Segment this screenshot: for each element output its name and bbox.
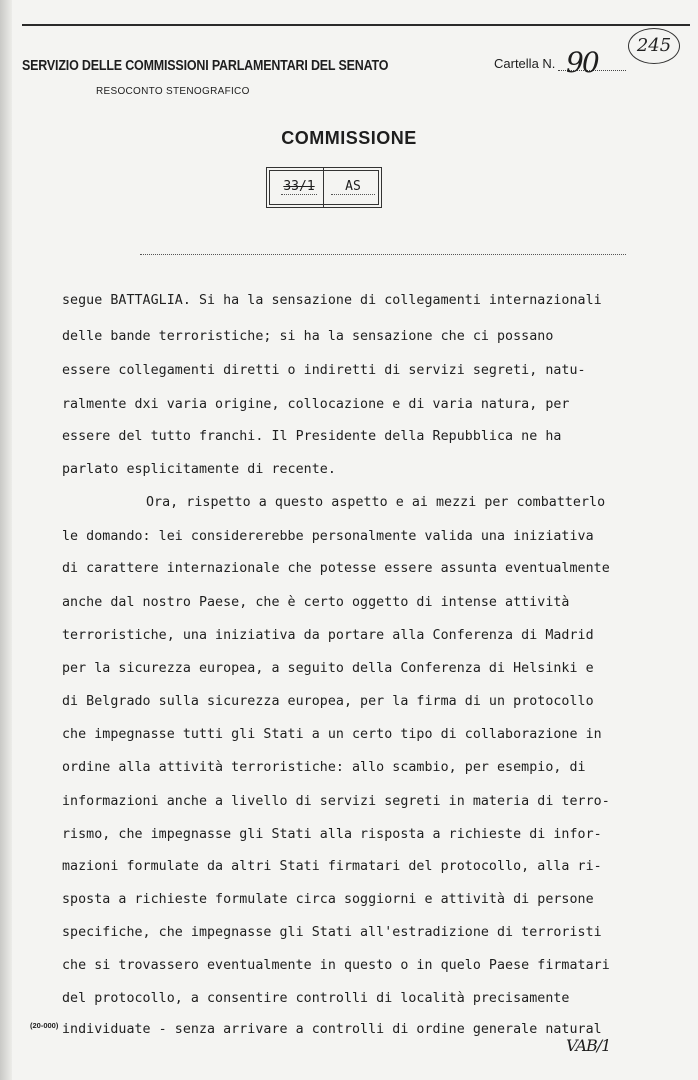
form-code: (20-000) [30,1021,59,1030]
cartella-label: Cartella N. [494,56,556,71]
body-line: per la sicurezza europea, a seguito della Conferenza di Helsinki e [62,661,594,676]
cartella-number: 90 [566,46,598,79]
page-number-stamp: 245 [628,28,680,64]
body-line: di carattere internazionale che potesse essere assunta eventualmente [62,561,610,576]
header-organization: SERVIZIO DELLE COMMISSIONI PARLAMENTARI DEL SENATO [22,58,389,74]
body-line: terroristiche, una iniziativa da portare alla Conferenza di Madrid [62,628,594,643]
body-line: che si trovassero eventualmente in questo o in quelo Paese firmatari [62,958,610,973]
body-line: anche dal nostro Paese, che è certo oggetto di intense attività [62,595,570,610]
header-subtitle: RESOCONTO STENOGRAFICO [96,86,250,97]
body-line: Ora, rispetto a questo aspetto e ai mezzi per combatterlo [146,495,606,510]
handwritten-initials: VAB/1 [566,1036,611,1055]
body-line: del protocollo, a consentire controlli di località precisamente [62,991,570,1006]
body-line: ralmente dxi varia origine, collocazione e di varia natura, per [62,397,570,412]
body-line: che impegnasse tutti gli Stati a un certo tipo di collaborazione in [62,727,602,742]
code-left: 33/1 [281,180,317,195]
code-right: AS [331,180,375,195]
commission-title: COMMISSIONE [281,128,417,148]
body-line: delle bande terroristiche; si ha la sensazione che ci possano [62,329,554,344]
body-line: specifiche, che impegnasse gli Stati all'estradizione di terroristi [62,925,602,940]
body-line: ordine alla attività terroristiche: allo scambio, per esempio, di [62,760,586,775]
body-line: essere collegamenti diretti o indiretti di servizi segreti, natu- [62,363,586,378]
body-line: rismo, che impegnasse gli Stati alla risposta a richieste di infor- [62,827,602,842]
body-line: sposta a richieste formulate circa soggiorni e attività di persone [62,892,594,907]
body-line: le domando: lei considererebbe personalmente valida una iniziativa [62,529,594,544]
body-line: parlato esplicitamente di recente. [62,462,336,477]
body-line: informazioni anche a livello di servizi segreti in materia di terro- [62,794,610,809]
body-line: essere del tutto franchi. Il Presidente della Repubblica ne ha [62,429,562,444]
body-line: di Belgrado sulla sicurezza europea, per la firma di un protocollo [62,694,594,709]
body-line: individuate - senza arrivare a controlli di ordine generale natural [62,1022,602,1037]
body-line: segue BATTAGLIA. Si ha la sensazione di collegamenti internazionali [62,293,602,308]
body-line: mazioni formulate da altri Stati firmatari del protocollo, alla ri- [62,859,602,874]
